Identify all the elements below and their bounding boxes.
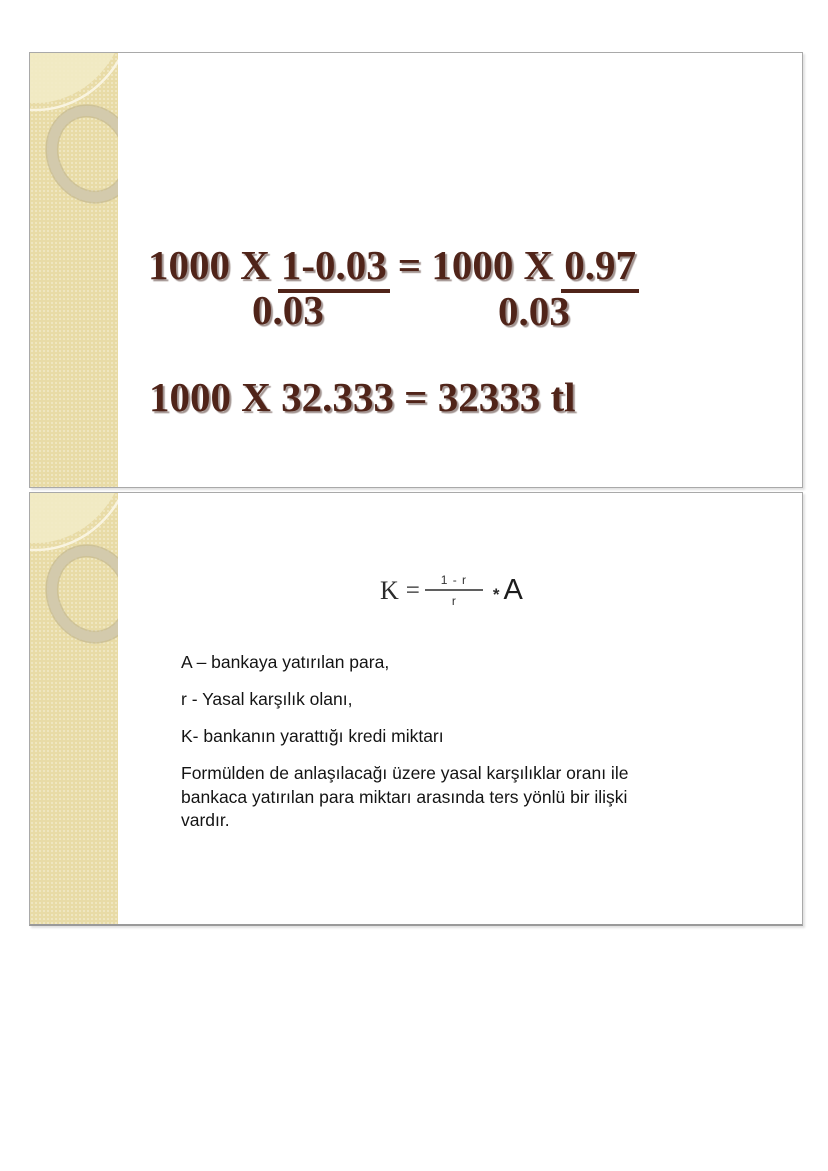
formula-numerator: 1 - r	[440, 573, 468, 587]
slide-2	[29, 492, 803, 926]
slide-1-sidebar	[30, 53, 118, 487]
fraction-1-numerator: 1-0.03	[278, 242, 390, 293]
formula-denominator: r	[451, 594, 456, 608]
equation-part-2: = 1000 X	[397, 242, 554, 288]
formula-fraction	[425, 573, 483, 608]
paragraph-line: bankaca yatırılan para miktarı arasında ters yönlü bir ilişki	[181, 786, 628, 807]
fraction-2-denominator: 0.03	[498, 288, 570, 334]
credit-multiplier-formula	[380, 573, 523, 608]
equation-part-1: 1000 X	[148, 242, 270, 288]
explanation-paragraph	[181, 762, 628, 833]
formula-lhs: K	[380, 575, 399, 605]
paragraph-line: Formülden de anlaşılacağı üzere yasal karşılıklar oranı ile	[181, 763, 629, 783]
formula-multiply-operator: *	[492, 584, 500, 604]
slide-2-sidebar	[30, 493, 118, 924]
equation-result-line: 1000 X 32.333 = 32333 tl	[149, 374, 576, 420]
definition-A: A – bankaya yatırılan para,	[181, 652, 390, 672]
definition-K: K- bankanın yarattığı kredi miktarı	[181, 726, 444, 746]
slide-1	[29, 52, 803, 488]
sidebar-decoration	[30, 53, 118, 273]
fraction-2-numerator: 0.97	[561, 242, 639, 293]
sidebar-decoration	[30, 493, 118, 713]
paragraph-line: vardır.	[181, 810, 230, 830]
definition-r: r - Yasal karşılık olanı,	[181, 689, 353, 709]
equation-line-1	[148, 241, 647, 289]
formula-equals: =	[405, 576, 420, 604]
fraction-1-denominator: 0.03	[252, 287, 324, 333]
formula-rhs: A	[503, 574, 523, 606]
